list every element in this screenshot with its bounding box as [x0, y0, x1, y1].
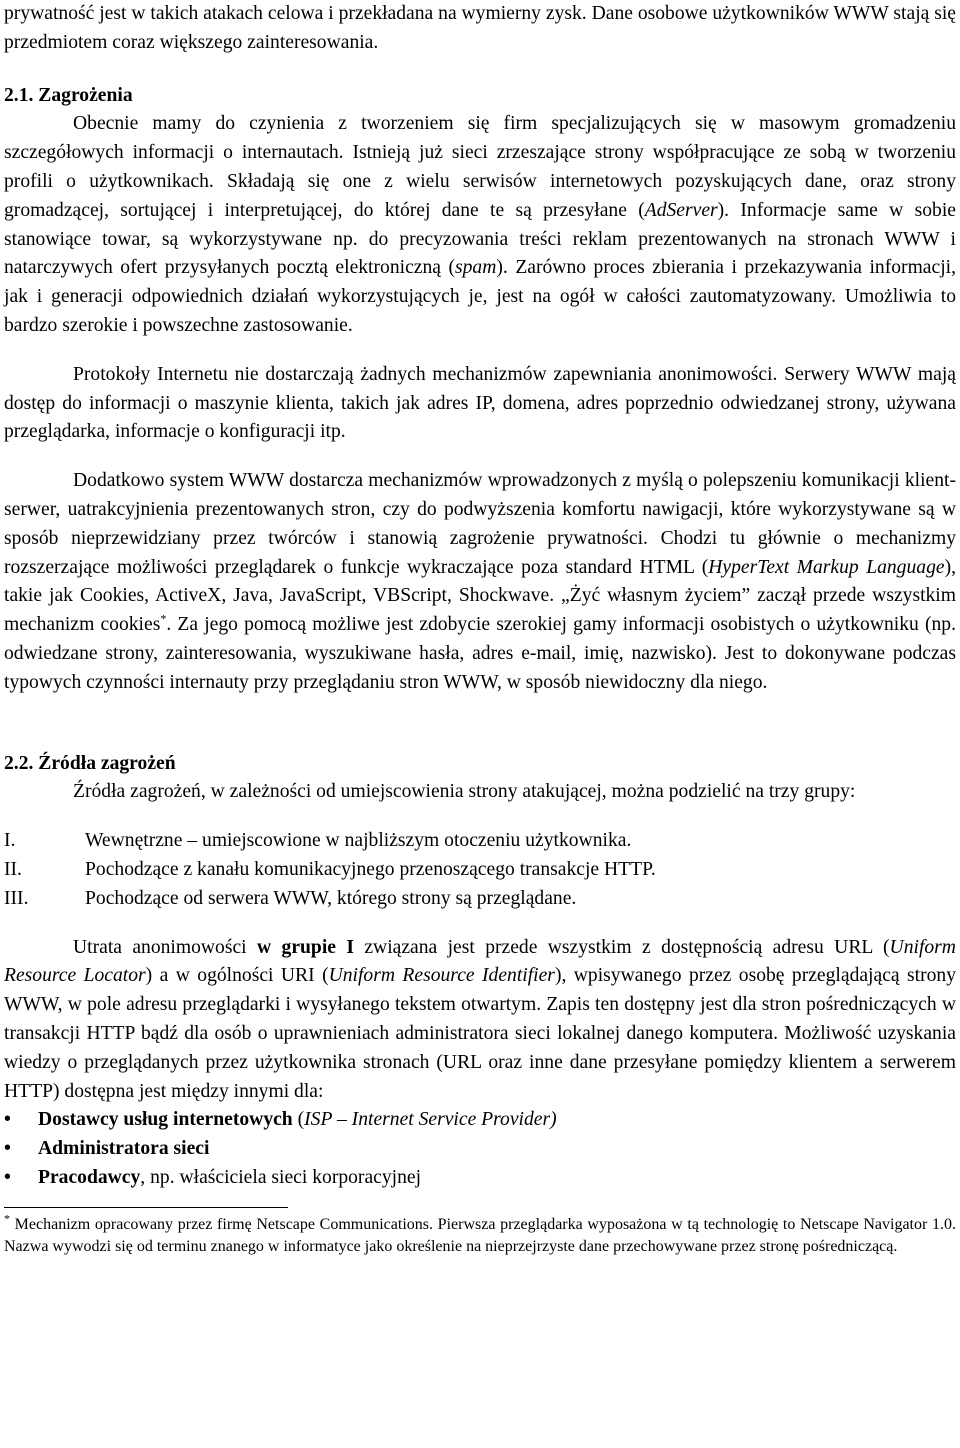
paragraph-sources-intro: Źródła zagrożeń, w zależności od umiejscowienia strony atakującej, można podzielić na trzy grupy:: [73, 781, 856, 803]
section-heading-sources: [4, 750, 956, 779]
list-item: I. Wewnętrzne – umiejscowione w najbliższym otoczeniu użytkownika.: [4, 830, 632, 852]
paragraph-group-one: Utrata anonimowości w grupie I związana jest przede wszystkim z dostępnością adresu URL (Uniform Resource Locator) a w ogólności URI (Uniform Resource Identifier), wpisywanego przez osobę przeglądającą strony WWW, w pole adresu przeglądarki i wysyłanego tekstem otwartym. Zapis ten dostępny jest dla stron pośredniczących w transakcji HTTP bądź dla osób o uprawnieniach administratora sieci lokalnej danego komputera. Możliwość uzyskania wiedzy o przeglądanych przez użytkownika stronach (URL oraz inne dane przesyłane pomiędzy klientem a serwerem HTTP) dostępna jest między innymi dla:: [4, 936, 956, 1102]
footnote-divider: [4, 1207, 288, 1208]
list-item: III. Pochodzące od serwera WWW, którego strony są przeglądane.: [4, 887, 577, 909]
section-title: Źródła zagrożeń: [38, 752, 176, 774]
paragraph-mechanisms: Dodatkowo system WWW dostarcza mechanizmów wprowadzonych z myślą o polepszeniu komunikacji klient-serwer, uatrakcyjnienia prezentowanych stron, czy do podwyższenia komfortu nawigacji, które wykorzystywane są w sposób nieprzewidziany przez twórców i stanowią zagrożenie prywatności. Chodzi tu głównie o mechanizmy rozszerzające możliwości przeglądarek o funkcje wykraczające poza standard HTML (HyperText Markup Language), takie jak Cookies, ActiveX, Java, JavaScript, VBScript, Shockwave. „Żyć własnym życiem” zaczął przede wszystkim mechanizm cookies*. Za jego pomocą możliwe jest zdobycie szerokiej gamy informacji osobistych o użytkowniku (np. odwiedzane strony, zainteresowania, wyszukiwane hasła, adres e-mail, imię, nazwisko). Jest to dokonywane podczas typowych czynności internauty przy przeglądaniu stron WWW, w sposób niewidoczny dla niego.: [4, 470, 957, 693]
list-item: • Dostawcy usług internetowych (ISP – Internet Service Provider): [4, 1106, 956, 1135]
section-number: 2.2.: [4, 752, 34, 774]
list-item: • Administratora sieci: [4, 1135, 956, 1164]
bullet-icon: •: [4, 1166, 11, 1188]
section-title: Zagrożenia: [38, 84, 133, 106]
footnote: * Mechanizm opracowany przez firmę Netscape Communications. Pierwsza przeglądarka wyposażona w tą technologię to Netscape Navigator 1.0. Nazwa wywodzi się od terminu znanego w informatyce jako określenie na nieprzejrzyste dane przechowywane przez stronę pośredniczącą.: [4, 1211, 956, 1256]
section-heading-threats: [4, 82, 956, 111]
paragraph-protocols: Protokoły Internetu nie dostarczają żadnych mechanizmów zapewniania anonimowości. Serwery WWW mają dostęp do informacji o maszynie klienta, takich jak adres IP, domena, adres poprzednio odwiedzanej strony, używana przeglądarka, informacje o konfiguracji itp.: [4, 363, 956, 443]
threat-groups-list: [4, 827, 956, 913]
list-item: • Pracodawcy, np. właściciela sieci korporacyjnej: [4, 1164, 956, 1193]
bullet-list: [4, 1106, 956, 1192]
html-term: HyperText Markup Language: [708, 556, 945, 578]
paragraph-profiling: Obecnie mamy do czynienia z tworzeniem się firm specjalizujących się w masowym gromadzeniu szczegółowych informacji o internautach. Istnieją już sieci zrzeszające strony współpracujące ze sobą w tworzeniu profili o użytkownikach. Składają się one z wielu serwisów internetowych pozyskujących dane, oraz strony gromadzącej, sortującej i interpretującej, do której dane te są przesyłane (AdServer). Informacje same w sobie stanowiące towar, są wykorzystywane np. do precyzowania treści reklam prezentowanych na stronach WWW i natarczywych ofert przysyłanych pocztą elektroniczną (spam). Zarówno proces zbierania i przekazywania informacji, jak i generacji odpowiednich działań wykorzystujących je, jest na ogół w całości zautomatyzowany. Umożliwia to bardzo szerokie i powszechne zastosowanie.: [4, 113, 956, 336]
spam-term: spam: [455, 257, 497, 279]
bullet-icon: •: [4, 1138, 11, 1160]
section-number: 2.1.: [4, 84, 34, 106]
footnote-reference: *: [160, 611, 167, 626]
adserver-term: AdServer: [644, 199, 718, 221]
paragraph-privacy-intro: prywatność jest w takich atakach celowa i przekładana na wymierny zysk. Dane osobowe użytkowników WWW stają się przedmiotem coraz większego zainteresowania.: [4, 3, 956, 53]
list-item: II. Pochodzące z kanału komunikacyjnego przenoszącego transakcje HTTP.: [4, 858, 656, 880]
bullet-icon: •: [4, 1109, 11, 1131]
